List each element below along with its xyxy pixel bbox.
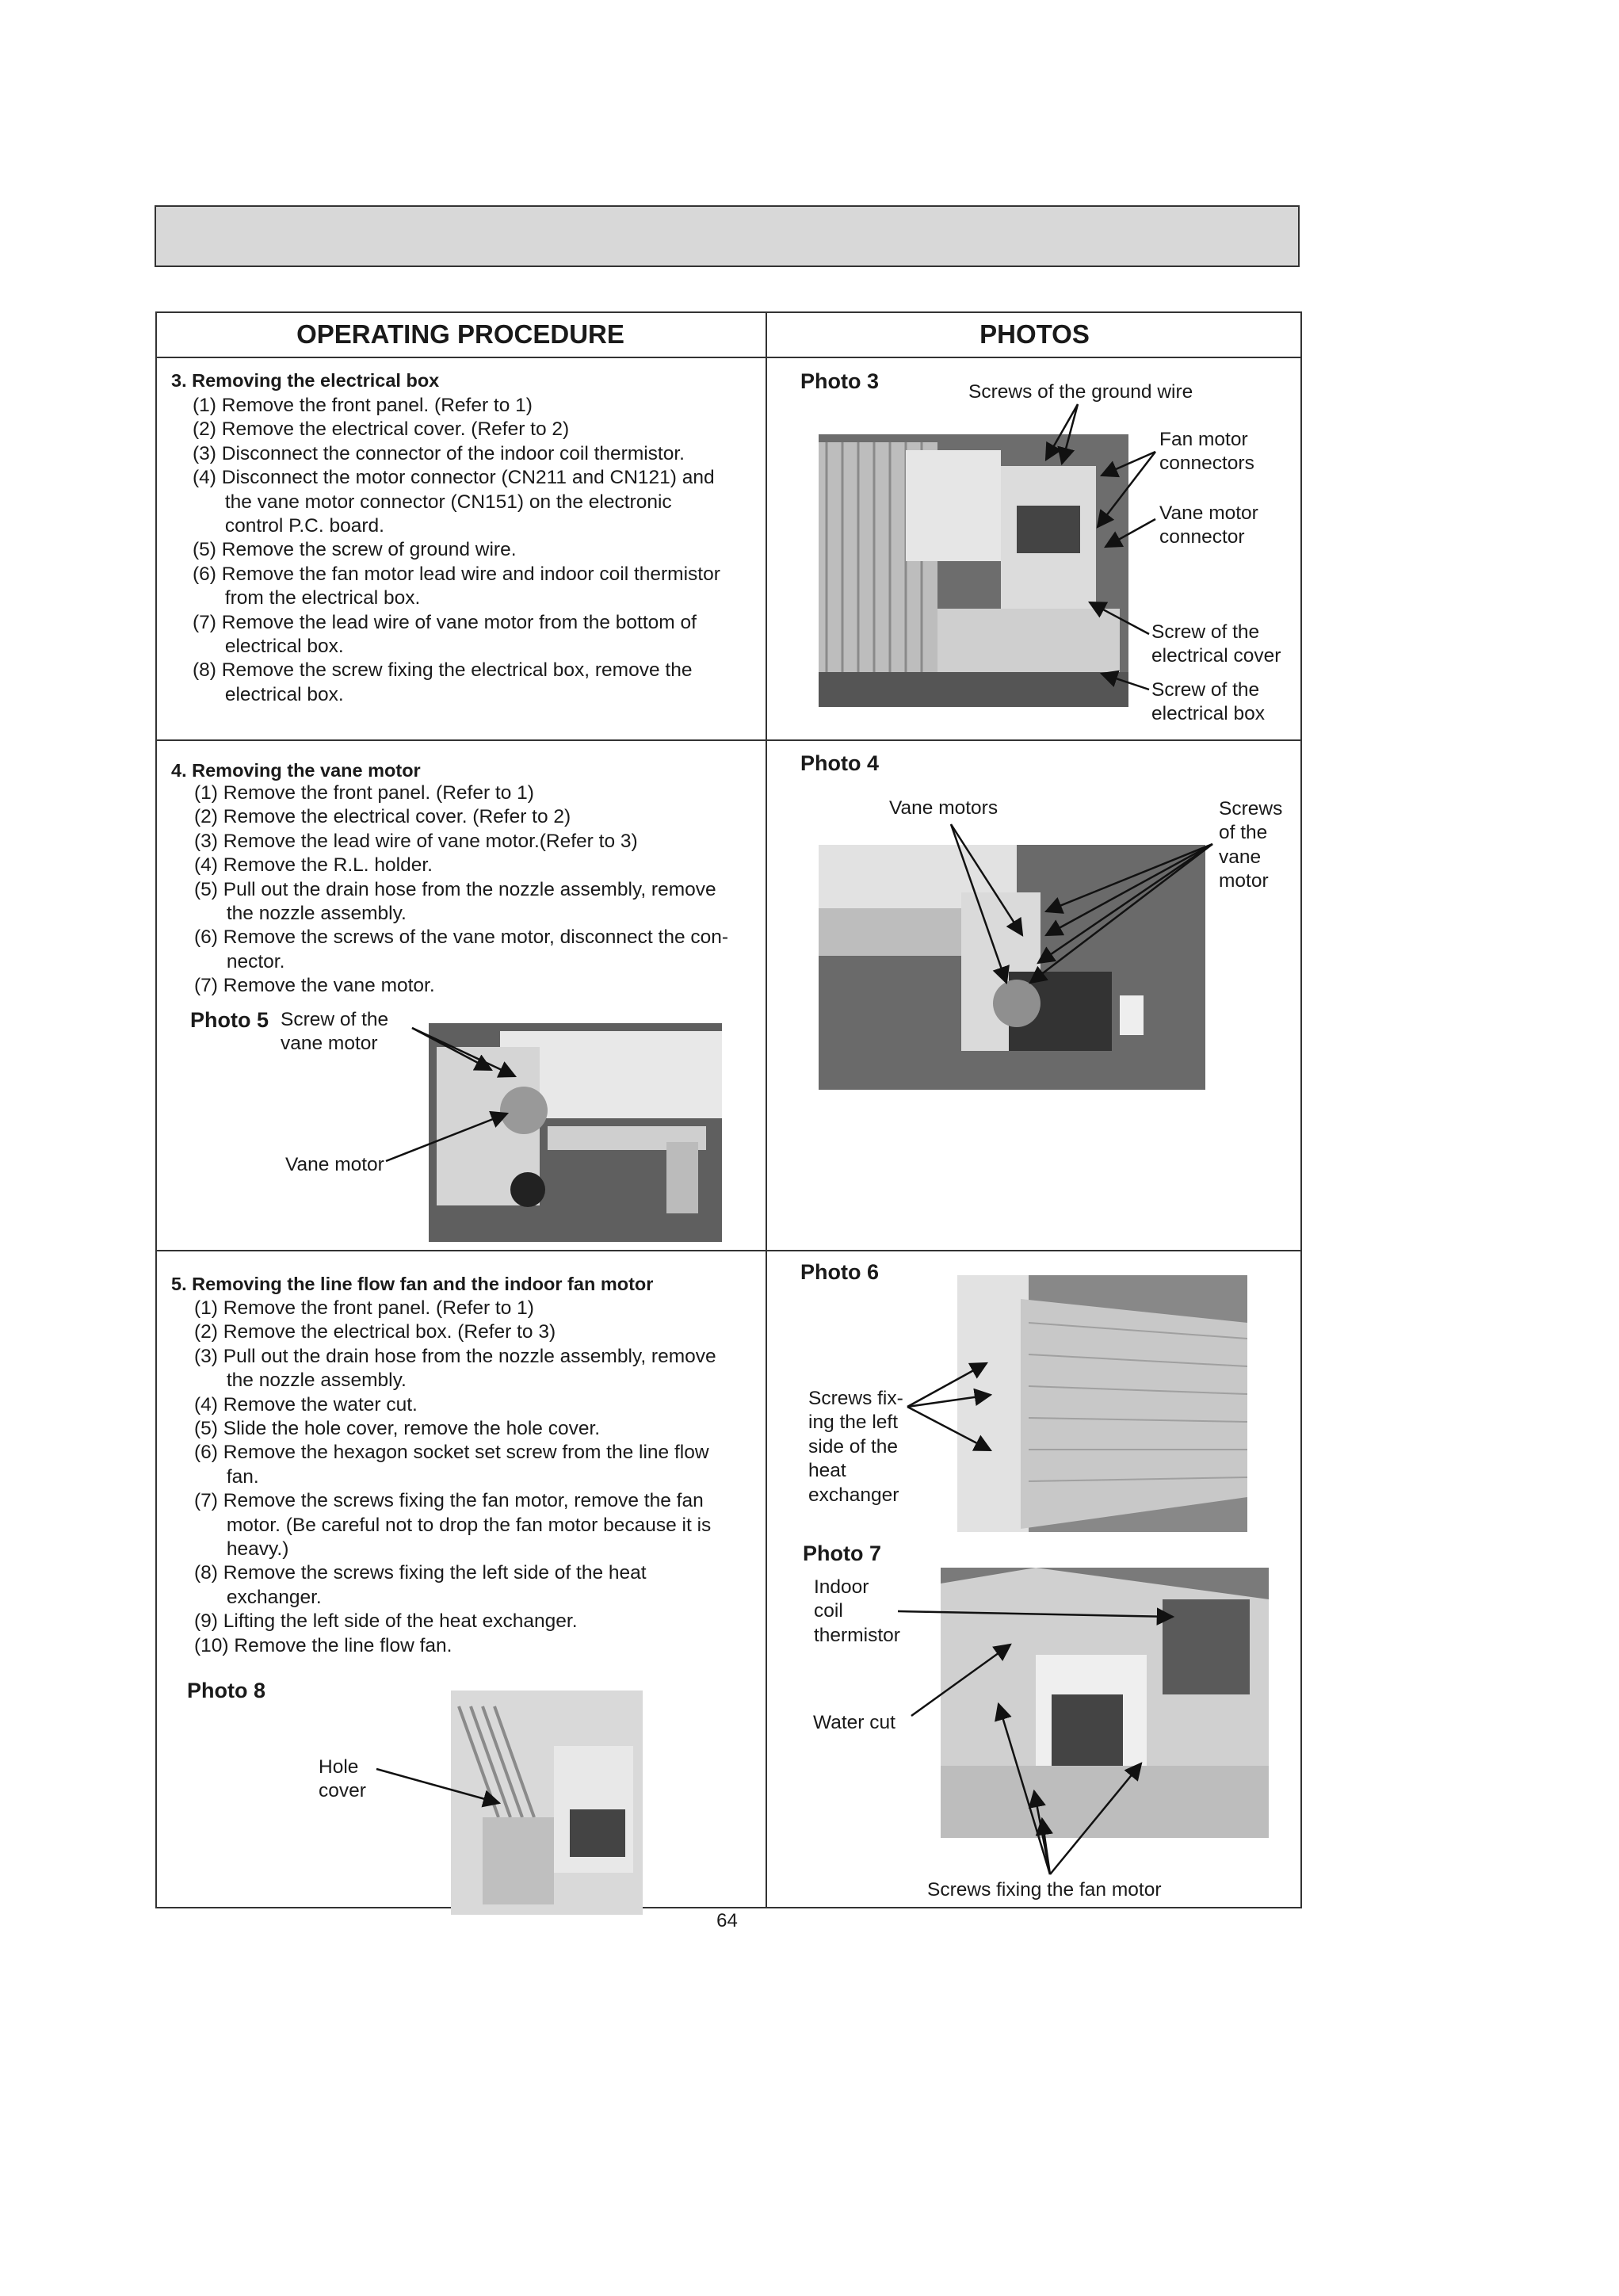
step: (7) Remove the lead wire of vane motor from the bottom of (193, 611, 697, 633)
step: (7) Remove the vane motor. (194, 975, 435, 997)
step: the nozzle assembly. (194, 1370, 407, 1392)
step: (8) Remove the screws fixing the left side of the heat (194, 1562, 647, 1584)
step: (3) Pull out the drain hose from the nozzle assembly, remove (194, 1345, 716, 1367)
header-operating-procedure: OPERATING PROCEDURE (296, 319, 624, 349)
step: (7) Remove the screws fixing the fan motor, remove the fan (194, 1490, 704, 1512)
step: (5) Slide the hole cover, remove the hole cover. (194, 1418, 601, 1440)
column-divider (766, 311, 767, 1908)
step: (1) Remove the front panel. (Refer to 1) (193, 395, 533, 416)
step: (2) Remove the electrical cover. (Refer to 2) (193, 418, 570, 441)
photo-7-caption-screws-fan-motor: Screws fixing the fan motor (927, 1879, 1162, 1901)
step: (3) Remove the lead wire of vane motor.(Refer to 3) (194, 830, 638, 852)
section-5-steps (194, 1297, 716, 1658)
step: (9) Lifting the left side of the heat exchanger. (194, 1610, 578, 1633)
header-photos: PHOTOS (979, 319, 1090, 349)
photo-7-image (941, 1568, 1269, 1838)
step: exchanger. (194, 1586, 322, 1608)
photo-6-image (957, 1275, 1247, 1532)
step: (6) Remove the fan motor lead wire and indoor coil thermistor (193, 563, 720, 585)
step: (3) Disconnect the connector of the indoor coil thermistor. (193, 442, 685, 464)
step: (4) Remove the water cut. (194, 1393, 418, 1415)
photo-3-caption-vane-motor-connector: Vane motor connector (1159, 502, 1258, 548)
photo-7-label: Photo 7 (803, 1541, 881, 1565)
step: motor. (Be careful not to drop the fan motor because it is (194, 1514, 712, 1536)
step: (4) Disconnect the motor connector (CN211 and CN121) and (193, 467, 715, 489)
photo-5-label: Photo 5 (190, 1008, 269, 1032)
photo-5-caption-screw-vane-motor: Screw of the vane motor (281, 1009, 389, 1055)
section-4-steps (194, 781, 728, 999)
photo-3-image (819, 434, 1128, 707)
photo-4-label: Photo 4 (800, 751, 879, 775)
step: (10) Remove the line flow fan. (194, 1634, 452, 1656)
photo-6-label: Photo 6 (800, 1260, 879, 1284)
photo-3-caption-screw-electrical-box: Screw of the electrical box (1151, 679, 1265, 725)
photo-7-caption-indoor-coil-thermistor: Indoor coil thermistor (814, 1576, 900, 1646)
step: (1) Remove the front panel. (Refer to 1) (194, 1297, 534, 1319)
photo-4-image (819, 845, 1205, 1090)
step: from the electrical box. (193, 587, 421, 609)
row-divider-2 (155, 1250, 1302, 1251)
step: (6) Remove the hexagon socket set screw from the line flow (194, 1442, 709, 1464)
step: electrical box. (193, 636, 344, 658)
header-divider (155, 357, 1302, 358)
section-3-steps (193, 394, 720, 707)
title-bar (155, 205, 1300, 267)
step: (8) Remove the screw fixing the electrical box, remove the (193, 659, 693, 682)
photo-5-image (429, 1023, 722, 1242)
photo-5-caption-vane-motor: Vane motor (285, 1154, 384, 1175)
step: (2) Remove the electrical cover. (Refer to 2) (194, 806, 571, 828)
photo-4-caption-screws-vane-motor: Screws of the vane motor (1219, 798, 1283, 892)
section-4-title: 4. Removing the vane motor (171, 760, 421, 781)
step: the nozzle assembly. (194, 903, 407, 925)
photo-8-label: Photo 8 (187, 1679, 265, 1702)
step: (2) Remove the electrical box. (Refer to 3) (194, 1321, 556, 1343)
step: (5) Remove the screw of ground wire. (193, 539, 517, 561)
step: electrical box. (193, 683, 344, 705)
row-divider-1 (155, 739, 1302, 741)
photo-8-image (451, 1690, 643, 1915)
step: (4) Remove the R.L. holder. (194, 854, 433, 877)
step: (6) Remove the screws of the vane motor, disconnect the con- (194, 926, 729, 949)
step: (5) Pull out the drain hose from the nozzle assembly, remove (194, 878, 716, 900)
step: nector. (194, 950, 285, 972)
step: fan. (194, 1465, 259, 1488)
step: (1) Remove the front panel. (Refer to 1) (194, 782, 534, 804)
section-5-title: 5. Removing the line flow fan and the indoor fan motor (171, 1274, 654, 1294)
photo-3-caption-screw-electrical-cover: Screw of the electrical cover (1151, 621, 1281, 667)
page-number: 64 (716, 1910, 738, 1931)
step: heavy.) (194, 1538, 289, 1561)
photo-3-caption-fan-motor-connectors: Fan motor connectors (1159, 429, 1254, 475)
step: the vane motor connector (CN151) on the electronic (193, 491, 672, 513)
photo-8-caption-hole-cover: Hole cover (319, 1756, 366, 1802)
photo-3-label: Photo 3 (800, 369, 879, 393)
photo-4-caption-vane-motors: Vane motors (889, 797, 999, 819)
photo-7-caption-water-cut: Water cut (813, 1712, 895, 1733)
step: control P.C. board. (193, 515, 384, 537)
photo-3-caption-ground-screws: Screws of the ground wire (968, 381, 1193, 403)
photo-6-caption-screws-left-side: Screws fix- ing the left side of the heat exchanger (808, 1388, 903, 1506)
section-3-title: 3. Removing the electrical box (171, 370, 440, 391)
